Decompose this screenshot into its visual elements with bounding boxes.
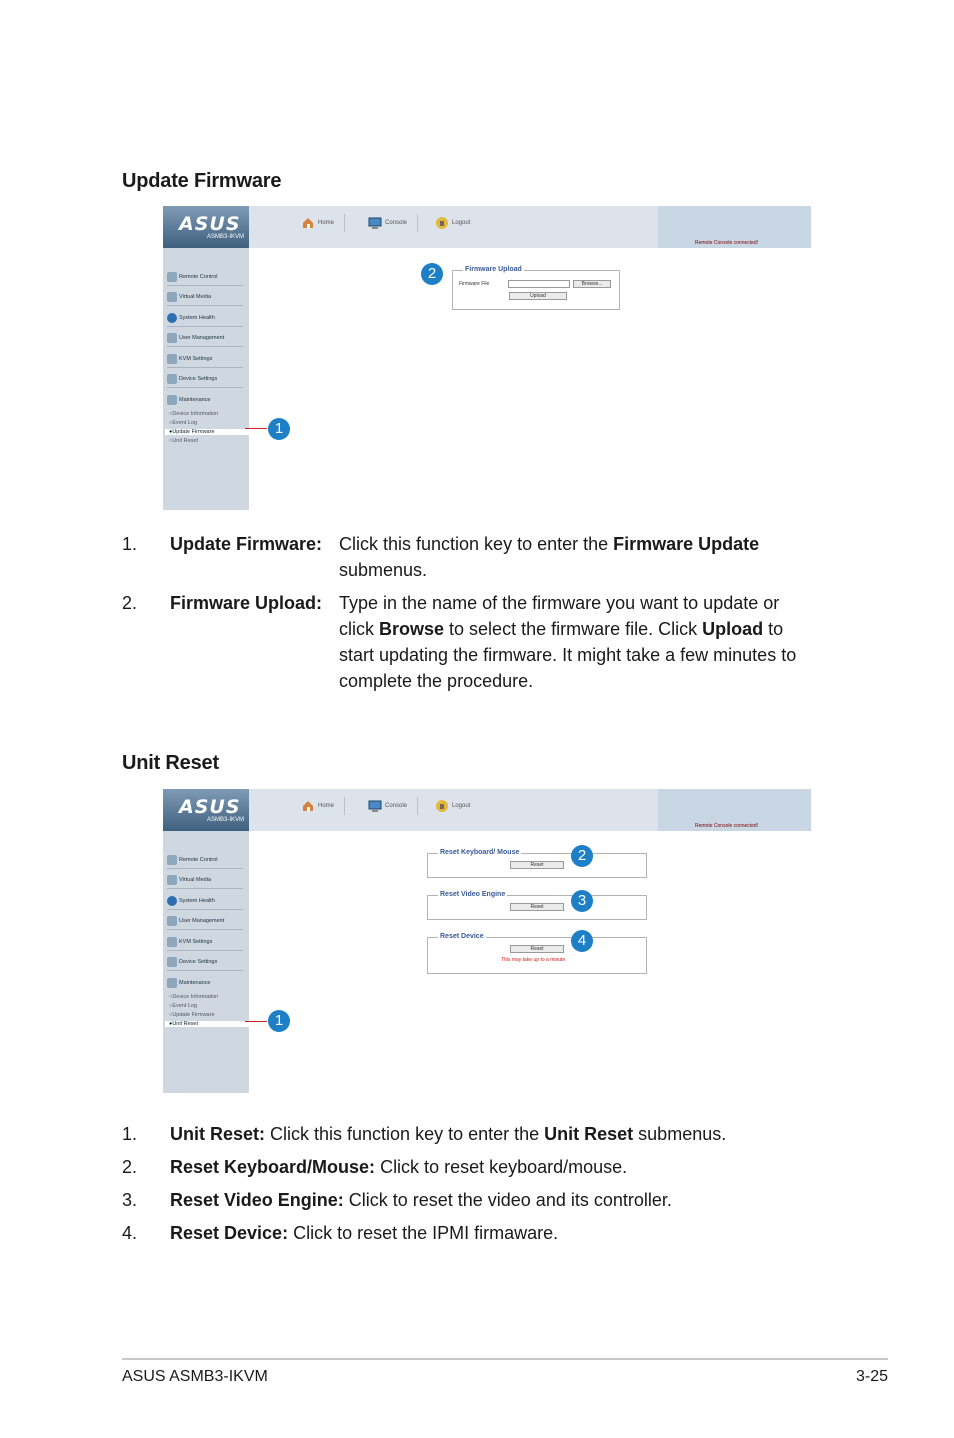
nav-logout[interactable]: Logout xyxy=(435,797,480,815)
asus-logo: ASUS ASMB3-IKVM xyxy=(163,789,249,831)
menu-remote-control[interactable]: Remote Control xyxy=(167,851,243,869)
sidebar xyxy=(163,831,249,1093)
nav-logout[interactable]: Logout xyxy=(435,214,480,232)
virtual-media-icon xyxy=(167,292,177,302)
pointer-line xyxy=(245,428,267,429)
callout-marker-2: 2 xyxy=(571,845,593,867)
home-icon xyxy=(301,799,315,813)
firmware-file-input[interactable] xyxy=(508,280,570,288)
home-icon xyxy=(301,216,315,230)
status-area: Remote Console connected! xyxy=(658,789,811,831)
menu-remote-control[interactable]: Remote Control xyxy=(167,268,243,286)
page-number: 3-25 xyxy=(855,1368,888,1385)
main-content xyxy=(249,248,811,510)
users-icon xyxy=(167,916,177,926)
submenu-update-firmware[interactable]: ○Update Firmware xyxy=(169,1012,215,1018)
status-area: Remote Console connected! xyxy=(658,206,811,248)
menu-user-management[interactable]: User Management xyxy=(167,912,243,930)
browse-button[interactable]: Browse... xyxy=(573,280,611,288)
reset-device-panel: Reset Device Reset This may take up to a minute. xyxy=(427,937,647,974)
menu-maintenance[interactable]: Maintenance xyxy=(167,391,243,409)
virtual-media-icon xyxy=(167,875,177,885)
menu-user-management[interactable]: User Management xyxy=(167,329,243,347)
callout-marker-3: 3 xyxy=(571,890,593,912)
menu-system-health[interactable]: System Health xyxy=(167,892,243,910)
firmware-file-label: Firmware File xyxy=(459,281,490,287)
reset-device-note: This may take up to a minute. xyxy=(501,957,567,963)
lock-icon xyxy=(435,216,449,230)
callout-marker-2: 2 xyxy=(421,263,443,285)
menu-device-settings[interactable]: Device Settings xyxy=(167,370,243,388)
users-icon xyxy=(167,333,177,343)
section-title-unit-reset: Unit Reset xyxy=(122,752,219,774)
system-health-icon xyxy=(167,896,177,906)
footer-rule xyxy=(122,1358,888,1360)
reset-video-engine-button[interactable]: Reset xyxy=(510,903,564,911)
kvm-icon xyxy=(167,937,177,947)
nav-console[interactable]: Console xyxy=(368,214,418,232)
nav-home[interactable]: Home xyxy=(301,797,345,815)
submenu-device-information[interactable]: ○Device Information xyxy=(169,411,219,417)
wrench-icon xyxy=(167,395,177,405)
menu-maintenance[interactable]: Maintenance xyxy=(167,974,243,992)
submenu-event-log[interactable]: ○Event Log xyxy=(169,1003,198,1009)
footer-title: ASUS ASMB3-IKVM xyxy=(122,1368,268,1385)
wrench-icon xyxy=(167,978,177,988)
menu-virtual-media[interactable]: Virtual Media xyxy=(167,288,243,306)
asus-logo: ASUS ASMB3-IKVM xyxy=(163,206,249,248)
lock-icon xyxy=(435,799,449,813)
reset-keyboard-mouse-panel: Reset Keyboard/ Mouse Reset xyxy=(427,853,647,878)
gear-icon xyxy=(167,957,177,967)
submenu-unit-reset[interactable]: ●Unit Reset xyxy=(165,1021,249,1027)
firmware-description-list: 1. Update Firmware: Click this function key to enter the Firmware Update submenus. 2. Firmware Upload: Type in the name of the firmware you want to update or click Browse to select the firmware file. Click Upload to start updating the firmware. It might take a few minutes to complete the procedure. xyxy=(122,534,797,691)
menu-device-settings[interactable]: Device Settings xyxy=(167,953,243,971)
nav-home[interactable]: Home xyxy=(301,214,345,232)
submenu-device-information[interactable]: ○Device Information xyxy=(169,994,219,1000)
reset-keyboard-mouse-button[interactable]: Reset xyxy=(510,861,564,869)
monitor-icon xyxy=(368,799,382,813)
gear-icon xyxy=(167,374,177,384)
submenu-event-log[interactable]: ○Event Log xyxy=(169,420,198,426)
firmware-upload-panel: Firmware Upload Firmware File Browse... Upload xyxy=(452,270,620,310)
pointer-line xyxy=(245,1021,267,1022)
menu-kvm-settings[interactable]: KVM Settings xyxy=(167,350,243,368)
main-content xyxy=(249,831,811,1093)
system-health-icon xyxy=(167,313,177,323)
remote-control-icon xyxy=(167,272,177,282)
nav-console[interactable]: Console xyxy=(368,797,418,815)
submenu-unit-reset[interactable]: ○Unit Reset xyxy=(169,438,199,444)
monitor-icon xyxy=(368,216,382,230)
reset-description-list: 1. Unit Reset: Click this function key to enter the Unit Reset submenus. 2. Reset Keyboard/Mouse: Click to reset keyboard/mouse. 3. Reset Video Engine: Click to reset the video and its controller. 4. Reset Device: Click to reset the IPMI firmaware. xyxy=(122,1124,727,1243)
callout-marker-4: 4 xyxy=(571,930,593,952)
kvm-icon xyxy=(167,354,177,364)
submenu-update-firmware[interactable]: ●Update Firmware xyxy=(165,429,249,435)
remote-control-icon xyxy=(167,855,177,865)
reset-video-engine-panel: Reset Video Engine Reset xyxy=(427,895,647,920)
menu-virtual-media[interactable]: Virtual Media xyxy=(167,871,243,889)
callout-marker-1: 1 xyxy=(268,1010,290,1032)
menu-kvm-settings[interactable]: KVM Settings xyxy=(167,933,243,951)
callout-marker-1: 1 xyxy=(268,418,290,440)
reset-device-button[interactable]: Reset xyxy=(510,945,564,953)
sidebar xyxy=(163,248,249,510)
menu-system-health[interactable]: System Health xyxy=(167,309,243,327)
section-title-update-firmware: Update Firmware xyxy=(122,170,282,192)
screenshot-unit-reset xyxy=(163,789,811,1093)
upload-button[interactable]: Upload xyxy=(509,292,567,300)
screenshot-update-firmware xyxy=(163,206,811,510)
